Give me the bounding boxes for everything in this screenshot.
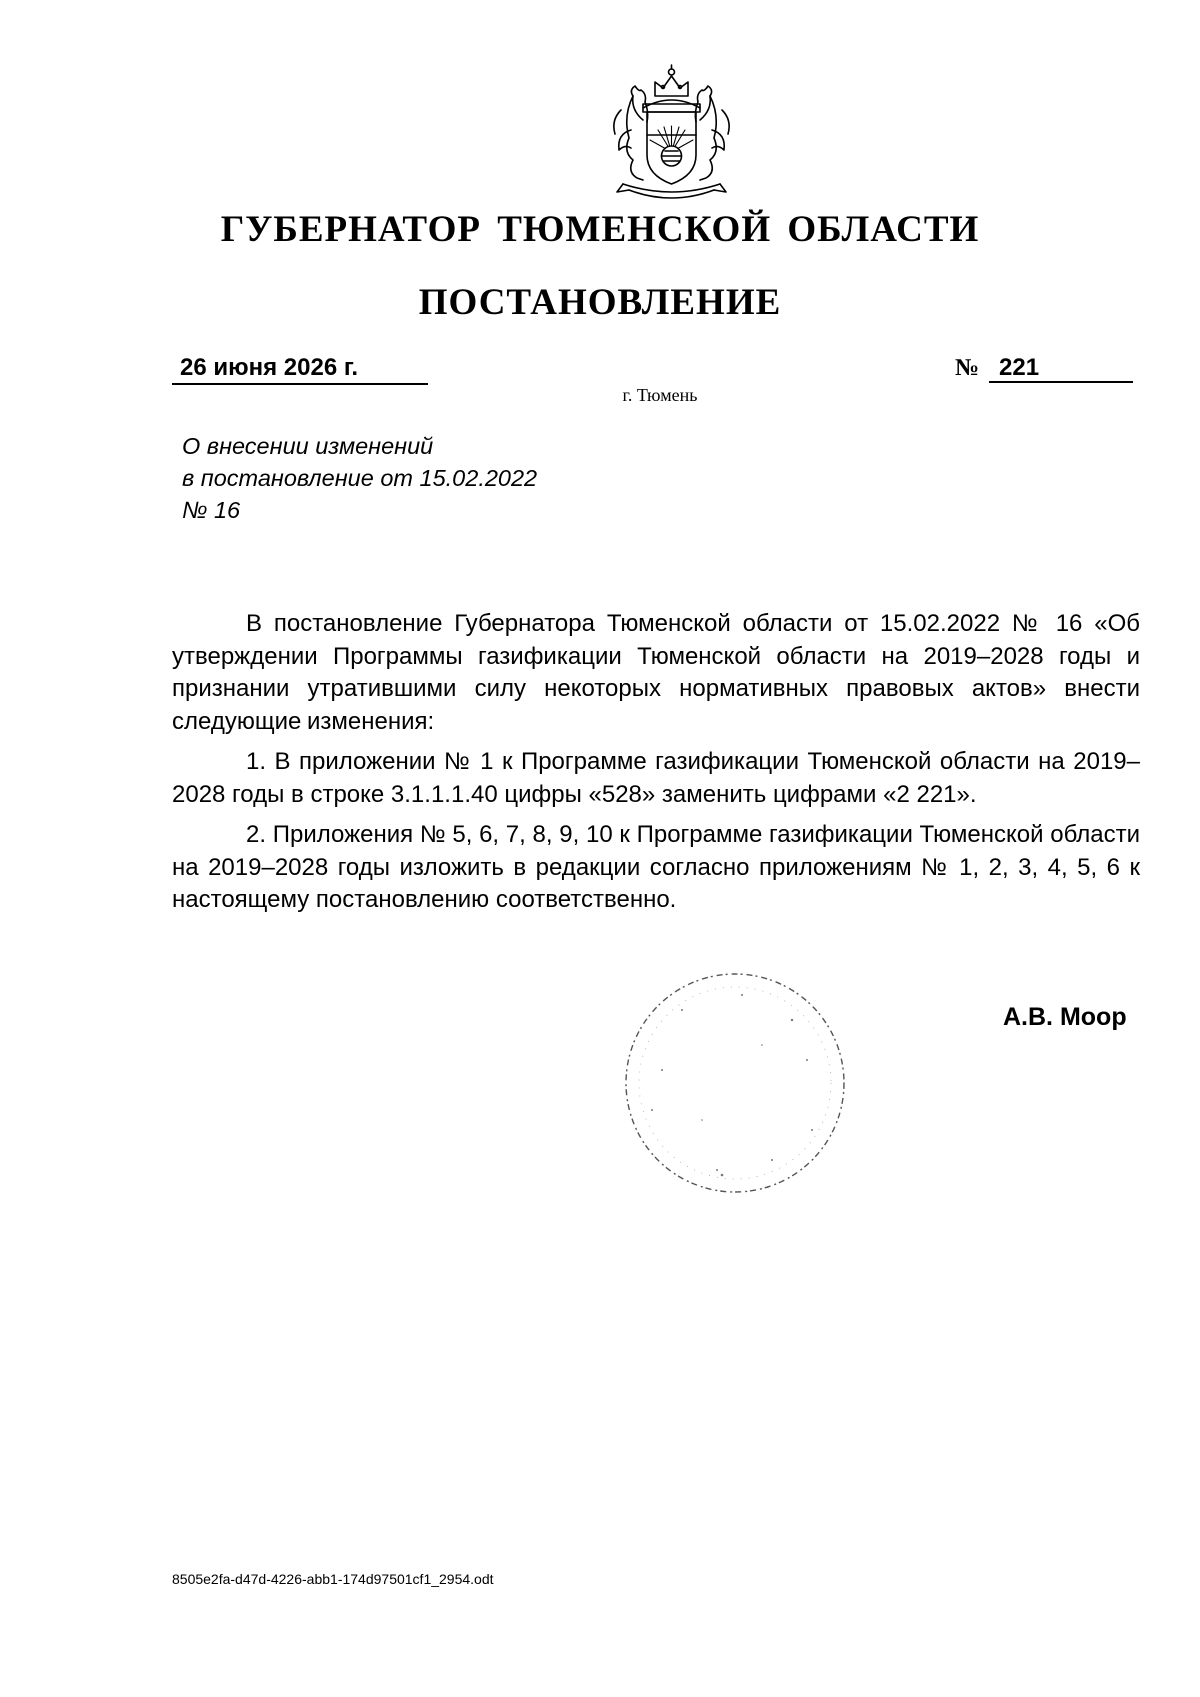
- document-type-heading: ПОСТАНОВЛЕНИЕ: [418, 282, 782, 323]
- seal-stamp-icon: [622, 970, 848, 1196]
- file-identifier: 8505e2fa-d47d-4226-abb1-174d97501cf1_2954.odt: [172, 1571, 494, 1587]
- subject-line: О внесении изменений: [182, 433, 434, 459]
- document-date: 26 июня 2026 г.: [180, 354, 359, 381]
- number-sign: №: [955, 355, 980, 381]
- subject-line: № 16: [182, 497, 241, 523]
- body-paragraph-item-2: 2. Приложения № 5, 6, 7, 8, 9, 10 к Программе газификации Тюменской области на 2019–2028 годы изложить в редакции согласно приложениям № 1, 2, 3, 4, 5, 6 к настоящему постановлению соответственно.: [172, 821, 1140, 913]
- document-number: 221: [989, 353, 1133, 383]
- document-city: г. Тюмень: [622, 385, 698, 405]
- document-body: [172, 608, 1140, 925]
- document-subject: [182, 430, 642, 526]
- signatory-name: А.В. Моор: [1003, 1003, 1127, 1031]
- coat-of-arms-icon: [603, 60, 740, 210]
- body-paragraph-intro: В постановление Губернатора Тюменской области от 15.02.2022 № 16 «Об утверждении Программы газификации Тюменской области на 2019–2028 годы и признании утратившими силу некоторых нормативных правовых актов» внести следующие изменения:: [172, 610, 1140, 735]
- organization-title: ГУБЕРНАТОР ТЮМЕНСКОЙ ОБЛАСТИ: [220, 209, 980, 250]
- document-number-field: [955, 353, 1133, 383]
- body-paragraph-item-1: 1. В приложении № 1 к Программе газификации Тюменской области на 2019–2028 годы в строке 3.1.1.1.40 цифры «528» заменить цифрами «2 221».: [172, 748, 1140, 808]
- document-date-field: [172, 353, 428, 385]
- subject-line: в постановление от 15.02.2022: [182, 465, 538, 491]
